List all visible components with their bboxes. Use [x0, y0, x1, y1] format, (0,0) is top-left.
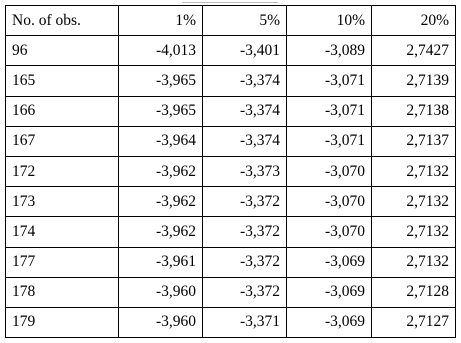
clipped-caption-edge	[182, 0, 278, 3]
cell-5pct: -3,374	[203, 96, 287, 126]
cell-5pct: -3,401	[203, 36, 287, 66]
critical-values-table	[5, 5, 456, 338]
table-row	[6, 187, 456, 217]
cell-10pct: -3,069	[287, 277, 372, 307]
cell-1pct: -3,960	[119, 277, 203, 307]
header-cell-obs: No. of obs.	[6, 6, 119, 36]
table-row	[6, 277, 456, 307]
cell-20pct: 2,7427	[372, 36, 456, 66]
cell-obs: 178	[6, 277, 119, 307]
cell-1pct: -3,962	[119, 217, 203, 247]
cell-1pct: -3,960	[119, 307, 203, 337]
table-row	[6, 96, 456, 126]
table-row	[6, 66, 456, 96]
cell-20pct: 2,7132	[372, 217, 456, 247]
header-row	[6, 6, 456, 36]
cell-20pct: 2,7139	[372, 66, 456, 96]
cell-10pct: -3,070	[287, 156, 372, 186]
cell-10pct: -3,070	[287, 187, 372, 217]
table-header	[6, 6, 456, 36]
header-cell-5pct: 5%	[203, 6, 287, 36]
cell-obs: 174	[6, 217, 119, 247]
cell-20pct: 2,7137	[372, 126, 456, 156]
cell-obs: 167	[6, 126, 119, 156]
cell-5pct: -3,372	[203, 247, 287, 277]
table-row	[6, 126, 456, 156]
cell-10pct: -3,089	[287, 36, 372, 66]
cell-obs: 179	[6, 307, 119, 337]
cell-5pct: -3,374	[203, 126, 287, 156]
cell-obs: 173	[6, 187, 119, 217]
cell-5pct: -3,372	[203, 277, 287, 307]
table-row	[6, 307, 456, 337]
table-row	[6, 156, 456, 186]
cell-1pct: -3,962	[119, 187, 203, 217]
header-cell-10pct: 10%	[287, 6, 372, 36]
cell-20pct: 2,7132	[372, 247, 456, 277]
cell-1pct: -3,961	[119, 247, 203, 277]
cell-1pct: -3,965	[119, 96, 203, 126]
header-cell-1pct: 1%	[119, 6, 203, 36]
cell-10pct: -3,069	[287, 307, 372, 337]
cell-1pct: -3,964	[119, 126, 203, 156]
table-row	[6, 36, 456, 66]
cell-1pct: -3,962	[119, 156, 203, 186]
cell-5pct: -3,374	[203, 66, 287, 96]
cell-5pct: -3,371	[203, 307, 287, 337]
table-row	[6, 247, 456, 277]
header-cell-20pct: 20%	[372, 6, 456, 36]
cell-obs: 165	[6, 66, 119, 96]
cell-20pct: 2,7132	[372, 156, 456, 186]
cell-20pct: 2,7128	[372, 277, 456, 307]
cell-5pct: -3,373	[203, 156, 287, 186]
cell-10pct: -3,071	[287, 126, 372, 156]
cell-10pct: -3,069	[287, 247, 372, 277]
cell-10pct: -3,071	[287, 96, 372, 126]
cell-obs: 172	[6, 156, 119, 186]
cell-20pct: 2,7138	[372, 96, 456, 126]
cell-1pct: -3,965	[119, 66, 203, 96]
cell-obs: 177	[6, 247, 119, 277]
cell-1pct: -4,013	[119, 36, 203, 66]
cell-5pct: -3,372	[203, 217, 287, 247]
cell-obs: 96	[6, 36, 119, 66]
cell-10pct: -3,071	[287, 66, 372, 96]
cell-20pct: 2,7127	[372, 307, 456, 337]
cell-5pct: -3,372	[203, 187, 287, 217]
cell-obs: 166	[6, 96, 119, 126]
table-body	[6, 36, 456, 338]
table-row	[6, 217, 456, 247]
cell-20pct: 2,7132	[372, 187, 456, 217]
cell-10pct: -3,070	[287, 217, 372, 247]
